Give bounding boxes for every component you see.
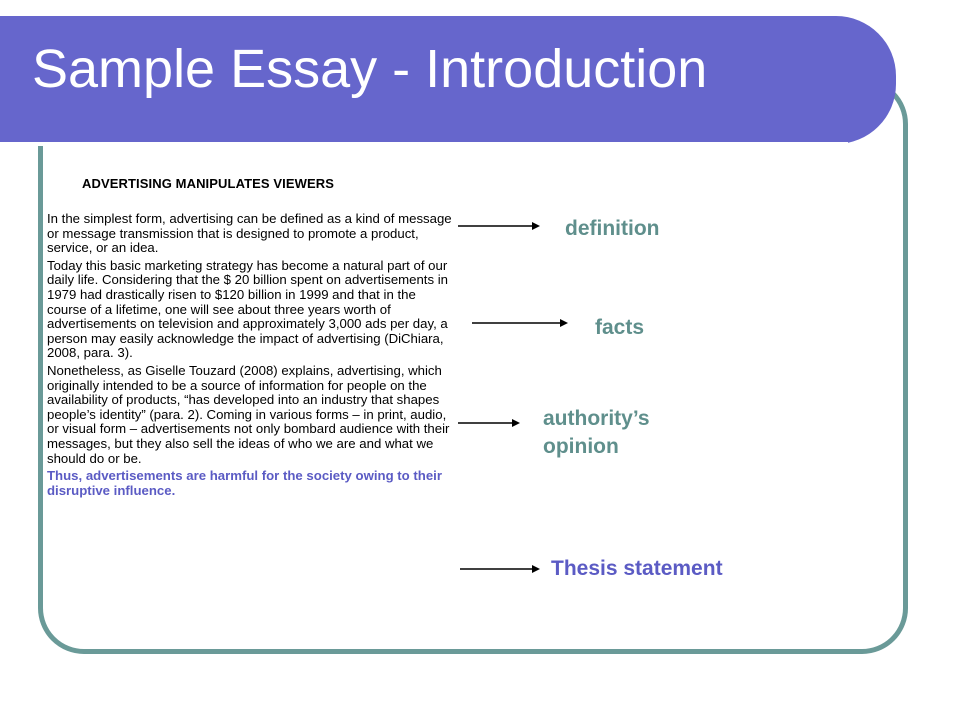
essay-body bbox=[47, 212, 455, 501]
facts-arrow bbox=[472, 317, 568, 329]
title-underline bbox=[0, 142, 848, 146]
authority-paragraph: Nonetheless, as Giselle Touzard (2008) explains, advertising, which originally intended to be a source of information for people on the availability of products, “has developed into an industry that shapes people’s identity” (para. 2). Coming in various forms – in print, audio, or visual form – advertisements not only bombard audience with their messages, but they also sell the ideas of who we are and what we should do or be. bbox=[47, 362, 450, 466]
facts-label: facts bbox=[595, 316, 645, 339]
thesis-arrow bbox=[460, 563, 540, 575]
authority-arrow bbox=[458, 417, 520, 429]
definition-arrow bbox=[458, 220, 540, 232]
definition-paragraph: In the simplest form, advertising can be defined as a kind of message or message transmission that is designed to promote a product, service, or an idea. bbox=[47, 211, 452, 256]
thesis-paragraph: Thus, advertisements are harmful for the society owing to their disruptive influence. bbox=[47, 468, 442, 498]
thesis-label: Thesis statement bbox=[551, 557, 723, 580]
essay-heading: ADVERTISING MANIPULATES VIEWERS bbox=[82, 176, 335, 191]
facts-paragraph: Today this basic marketing strategy has become a natural part of our daily life. Considering that the $ 20 billion spent on advertisements in 1979 had drastically risen to $120 billion in 1999 and that in the course of a lifetime, one will see about three years worth of advertisements on television and approximately 3,000 ads per day, a person may easily acknowledge the impact of advertising (DiChiara, 2008, para. 3). bbox=[47, 257, 448, 361]
slide-title: Sample Essay - Introduction bbox=[32, 39, 708, 99]
authority-label-line2: opinion bbox=[543, 435, 619, 458]
authority-label-line1: authority’s bbox=[543, 407, 650, 430]
definition-label: definition bbox=[565, 217, 660, 240]
